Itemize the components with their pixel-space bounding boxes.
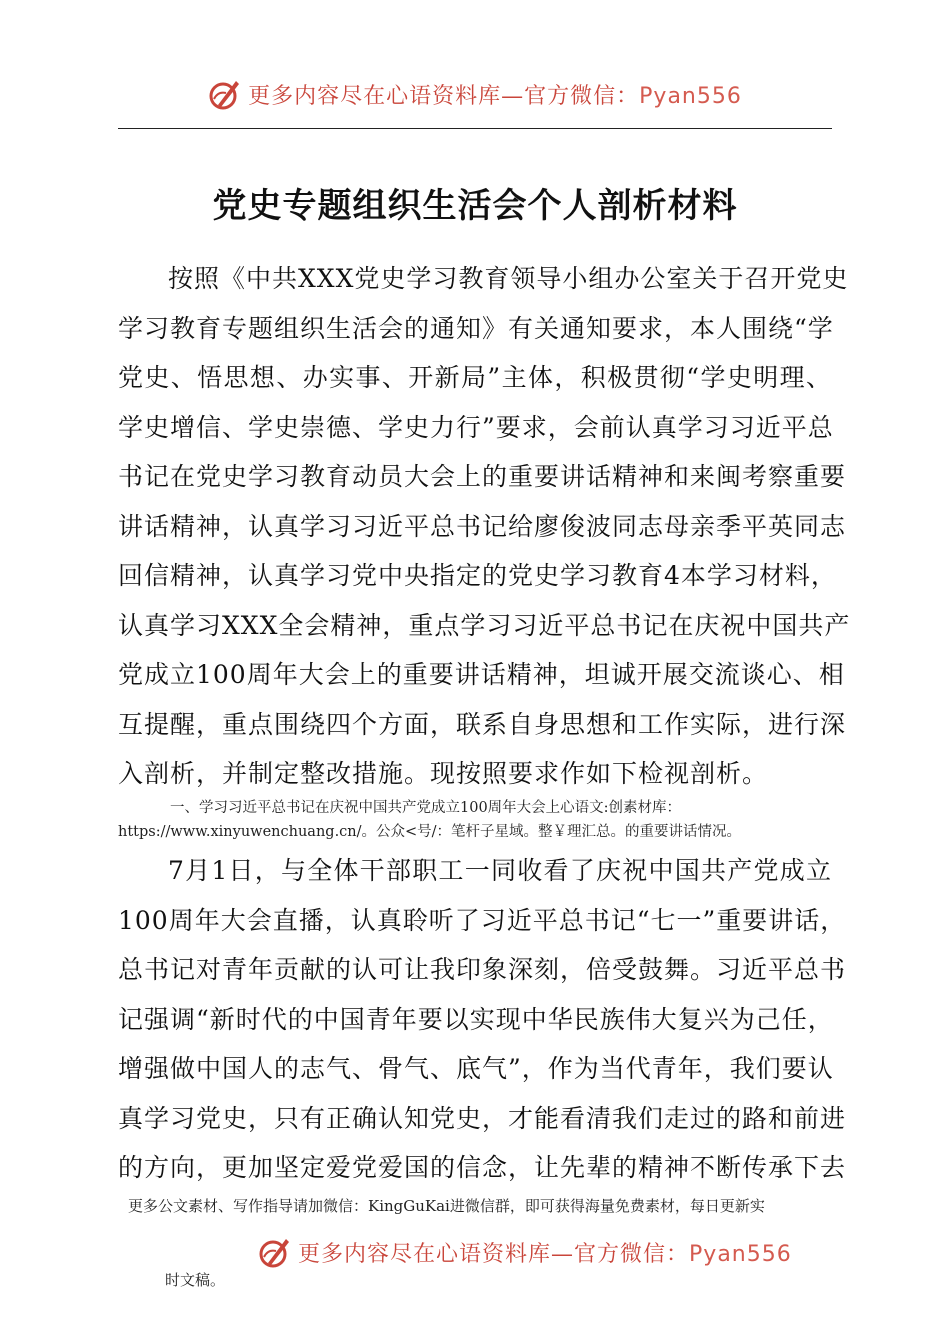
text-line: 书记在党史学习教育动员大会上的重要讲话精神和来闽考察重要 [118, 462, 847, 491]
brand-dash: — [501, 83, 525, 109]
header-divider [118, 128, 832, 129]
wechat-handle: Pyan556 [639, 83, 742, 109]
text-line: 7月1日，与全体干部职工一同收看了庆祝中国共产党成立 [168, 856, 832, 885]
brand-name: 更多内容尽在心语资料库 [248, 83, 502, 109]
paragraph-intro [118, 254, 851, 799]
quill-pen-logo-icon [208, 77, 242, 111]
footer-promo-note: 更多公文素材、写作指导请加微信：KingGuKai进微信群，即可获得海量免费素材，每日更新实 [128, 1197, 765, 1215]
text-line: 党史、悟思想、办实事、开新局”主体，积极贯彻“学史明理、 [118, 363, 832, 392]
section-heading-note [118, 796, 832, 844]
section-heading-line: 一、学习习近平总书记在庆祝中国共产党成立100周年大会上心语文:创素材库： [170, 800, 682, 816]
header-banner [0, 72, 950, 116]
text-line: 按照《中共XXX党史学习教育领导小组办公室关于召开党史 [168, 264, 849, 293]
header-banner-text [248, 79, 742, 110]
text-line: 总书记对青年贡献的认可让我印象深刻，倍受鼓舞。习近平总书 [118, 955, 847, 984]
text-line: 讲话精神，认真学习习近平总书记给廖俊波同志母亲季平英同志 [118, 511, 847, 541]
text-line: 党成立100周年大会上的重要讲话精神，坦诚开展交流谈心、相 [118, 660, 845, 689]
text-line: 学习教育专题组织生活会的通知》有关通知要求，本人围绕“学 [118, 313, 834, 343]
footer-banner [258, 1232, 792, 1272]
text-line: 的方向，更加坚定爱党爱国的信念，让先辈的精神不断传承下去 [118, 1153, 847, 1182]
wechat-handle: Pyan556 [689, 1241, 792, 1267]
wechat-label: 官方微信： [574, 1241, 690, 1267]
footer-banner-text [298, 1237, 792, 1268]
text-line: 认真学习XXX全会精神，重点学习习近平总书记在庆祝中国共产 [118, 610, 851, 640]
brand-name: 更多内容尽在心语资料库 [298, 1241, 552, 1267]
footer-tail-text: 时文稿。 [165, 1271, 226, 1289]
document-title: 党史专题组织生活会个人剖析材料 [212, 186, 738, 226]
text-line: 互提醒，重点围绕四个方面，联系自身思想和工作实际，进行深 [118, 709, 847, 739]
paragraph-july-first [118, 846, 847, 1193]
text-line: 学史增信、学史崇德、学史力行”要求，会前认真学习习近平总 [118, 412, 834, 442]
wechat-label: 官方微信： [524, 83, 640, 109]
text-line: 记强调“新时代的中国青年要以实现中华民族伟大复兴为己任， [118, 1004, 834, 1034]
header-banner-inner [208, 77, 742, 111]
text-line: 100周年大会直播，认真聆听了习近平总书记“七一”重要讲话， [118, 905, 847, 935]
section-heading-url-line: https://www.xinyuwenchuang.cn/。公众<号/：笔杆子星域。整￥理汇总。的重要讲话情况。 [118, 824, 742, 840]
text-line: 真学习党史，只有正确认知党史，才能看清我们走过的路和前进 [118, 1103, 847, 1133]
brand-dash: — [551, 1241, 575, 1267]
text-line: 增强做中国人的志气、骨气、底气”，作为当代青年，我们要认 [118, 1054, 834, 1083]
quill-pen-logo-icon [258, 1235, 292, 1269]
text-line: 回信精神，认真学习党中央指定的党史学习教育4本学习材料， [118, 561, 837, 590]
text-line: 入剖析，并制定整改措施。现按照要求作如下检视剖析。 [118, 759, 769, 788]
